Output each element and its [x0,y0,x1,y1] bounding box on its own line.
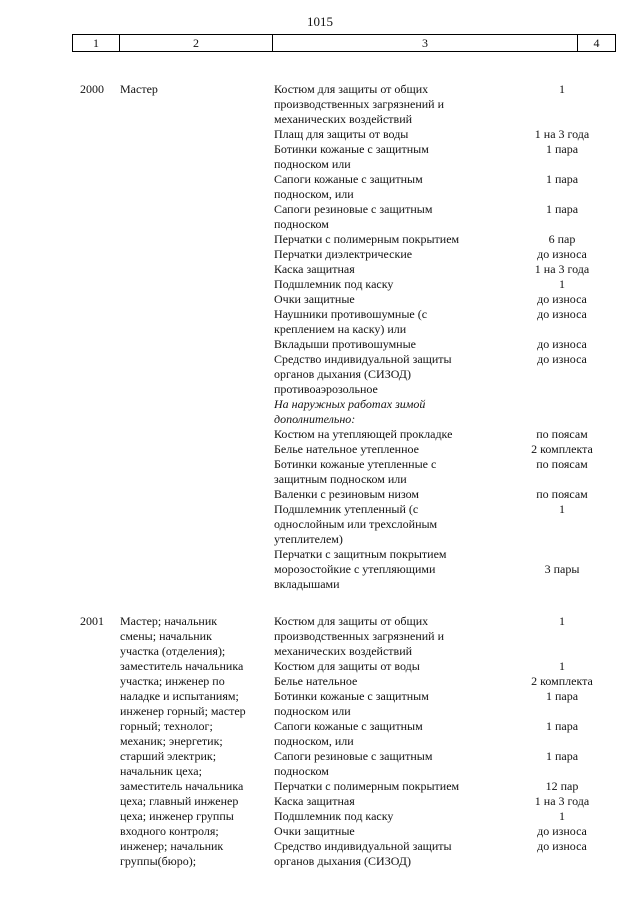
ppe-item-row [274,839,614,869]
ppe-item-norm: 6 пар [548,232,576,246]
ppe-item-name: Сапоги резиновые с защитным подноском [274,202,433,231]
ppe-item-name: Каска защитная [274,262,355,276]
ppe-item-row [274,127,614,142]
ppe-item-norm: 1 [559,659,565,673]
ppe-item-norm: по поясам [536,457,588,471]
ppe-item-norm: до износа [537,839,587,853]
ppe-item-list [274,614,614,869]
ppe-item-norm: 1 [559,809,565,823]
ppe-item-row [274,659,614,674]
ppe-item-row [274,337,614,352]
ppe-item-name: Средство индивидуальной защиты органов дыхания (СИЗОД) [274,839,452,868]
ppe-item-row [274,292,614,307]
ppe-item-norm: 1 пара [545,749,579,763]
ppe-item-row [274,397,614,427]
ppe-item-name: Очки защитные [274,292,355,306]
ppe-item-row [274,502,614,547]
ppe-item-name: Сапоги резиновые с защитным подноском [274,749,433,778]
ppe-item-name: Очки защитные [274,824,355,838]
column-header-4: 4 [593,36,600,50]
ppe-item-name: Каска защитная [274,794,355,808]
ppe-item-row [274,202,614,232]
ppe-item-name: Костюм для защиты от воды [274,659,420,673]
column-header-1: 1 [73,35,120,51]
ppe-item-name: Ботинки кожаные утепленные с защитным подноском или [274,457,437,486]
ppe-item-norm: 12 пар [545,779,579,793]
ppe-item-row [274,719,614,749]
ppe-item-norm: 1 [559,614,565,628]
ppe-item-name: Наушники противошумные (с креплением на каску) или [274,307,428,336]
ppe-item-name: Костюм на утепляющей прокладке [274,427,453,441]
column-header-2: 2 [120,35,273,51]
ppe-item-norm: 3 пары [544,562,580,576]
ppe-item-name: Белье нательное утепленное [274,442,419,456]
ppe-item-row [274,689,614,719]
ppe-item-name: Перчатки диэлектрические [274,247,413,261]
ppe-item-norm: до износа [537,352,587,366]
ppe-item-norm: 2 комплекта [531,442,593,456]
ppe-item-norm: по поясам [536,427,588,441]
row-position: Мастер; начальник смены; начальник участка (отделения); заместитель начальника участка; инженер по наладке и испытаниям; инженер горный; мастер горный; технолог; механик; энергетик; старший электрик; начальник цеха; заместитель начальника цеха; главный инженер цеха; инженер группы входного контроля; инженер; начальник группы(бюро); [120,614,246,868]
ppe-item-name: Подшлемник под каску [274,809,394,823]
ppe-item-norm: 2 комплекта [531,674,593,688]
ppe-item-row [274,427,614,442]
ppe-item-row [274,824,614,839]
ppe-item-list [274,82,614,592]
ppe-item-row [274,614,614,659]
ppe-item-row [274,277,614,292]
ppe-item-row [274,142,614,172]
ppe-item-norm: до износа [537,292,587,306]
ppe-item-row [274,172,614,202]
ppe-item-norm: 1 пара [545,172,579,186]
ppe-item-row [274,352,614,397]
ppe-item-name: Ботинки кожаные с защитным подноском или [274,689,429,718]
ppe-item-norm: 1 [559,502,565,516]
ppe-item-name: Костюм для защиты от общих производственных загрязнений и механических воздействий [274,614,445,658]
ppe-item-name: Вкладыши противошумные [274,337,416,351]
ppe-item-name: Сапоги кожаные с защитным подноском, или [274,172,423,201]
ppe-item-row [274,749,614,779]
ppe-item-norm: до износа [537,247,587,261]
ppe-item-row [274,232,614,247]
page-number: 1015 [307,14,333,29]
ppe-item-row [274,809,614,824]
ppe-item-norm: 1 на 3 года [534,794,590,808]
ppe-item-norm: по поясам [536,487,588,501]
ppe-item-norm: 1 [559,82,565,96]
row-code: 2000 [80,82,104,96]
ppe-item-norm: 1 пара [545,719,579,733]
table-header-row [72,34,616,52]
ppe-item-name: Средство индивидуальной защиты органов дыхания (СИЗОД) противоаэрозольное [274,352,452,396]
ppe-item-name: На наружных работах зимой дополнительно: [274,397,426,426]
ppe-item-name: Сапоги кожаные с защитным подноском, или [274,719,423,748]
ppe-item-row [274,442,614,457]
ppe-item-row [274,547,614,592]
ppe-item-norm: 1 пара [545,142,579,156]
ppe-item-name: Белье нательное [274,674,358,688]
ppe-item-name: Плащ для защиты от воды [274,127,409,141]
ppe-item-norm: до износа [537,307,587,321]
ppe-item-row [274,674,614,689]
row-code: 2001 [80,614,104,628]
row-position: Мастер [120,82,158,96]
ppe-item-row [274,262,614,277]
ppe-item-name: Перчатки с полимерным покрытием [274,779,460,793]
ppe-item-norm: до износа [537,824,587,838]
ppe-item-row [274,307,614,337]
ppe-item-name: Подшлемник под каску [274,277,394,291]
ppe-item-name: Костюм для защиты от общих производственных загрязнений и механических воздействий [274,82,445,126]
ppe-item-row [274,247,614,262]
ppe-item-norm: 1 [559,277,565,291]
ppe-item-row [274,82,614,127]
ppe-item-norm: 1 на 3 года [534,127,590,141]
ppe-item-name: Валенки с резиновым низом [274,487,420,501]
column-header-3: 3 [273,35,578,51]
ppe-item-norm: до износа [537,337,587,351]
ppe-item-norm: 1 пара [545,202,579,216]
ppe-item-norm: 1 на 3 года [534,262,590,276]
ppe-item-name: Ботинки кожаные с защитным подноском или [274,142,429,171]
ppe-item-name: Перчатки с защитным покрытием морозостойкие с утепляющими вкладышами [274,547,447,591]
ppe-item-row [274,794,614,809]
ppe-item-row [274,457,614,487]
ppe-item-name: Подшлемник утепленный (с однослойным или трехслойным утеплителем) [274,502,438,546]
ppe-item-norm: 1 пара [545,689,579,703]
ppe-item-name: Перчатки с полимерным покрытием [274,232,460,246]
ppe-item-row [274,487,614,502]
ppe-item-row [274,779,614,794]
